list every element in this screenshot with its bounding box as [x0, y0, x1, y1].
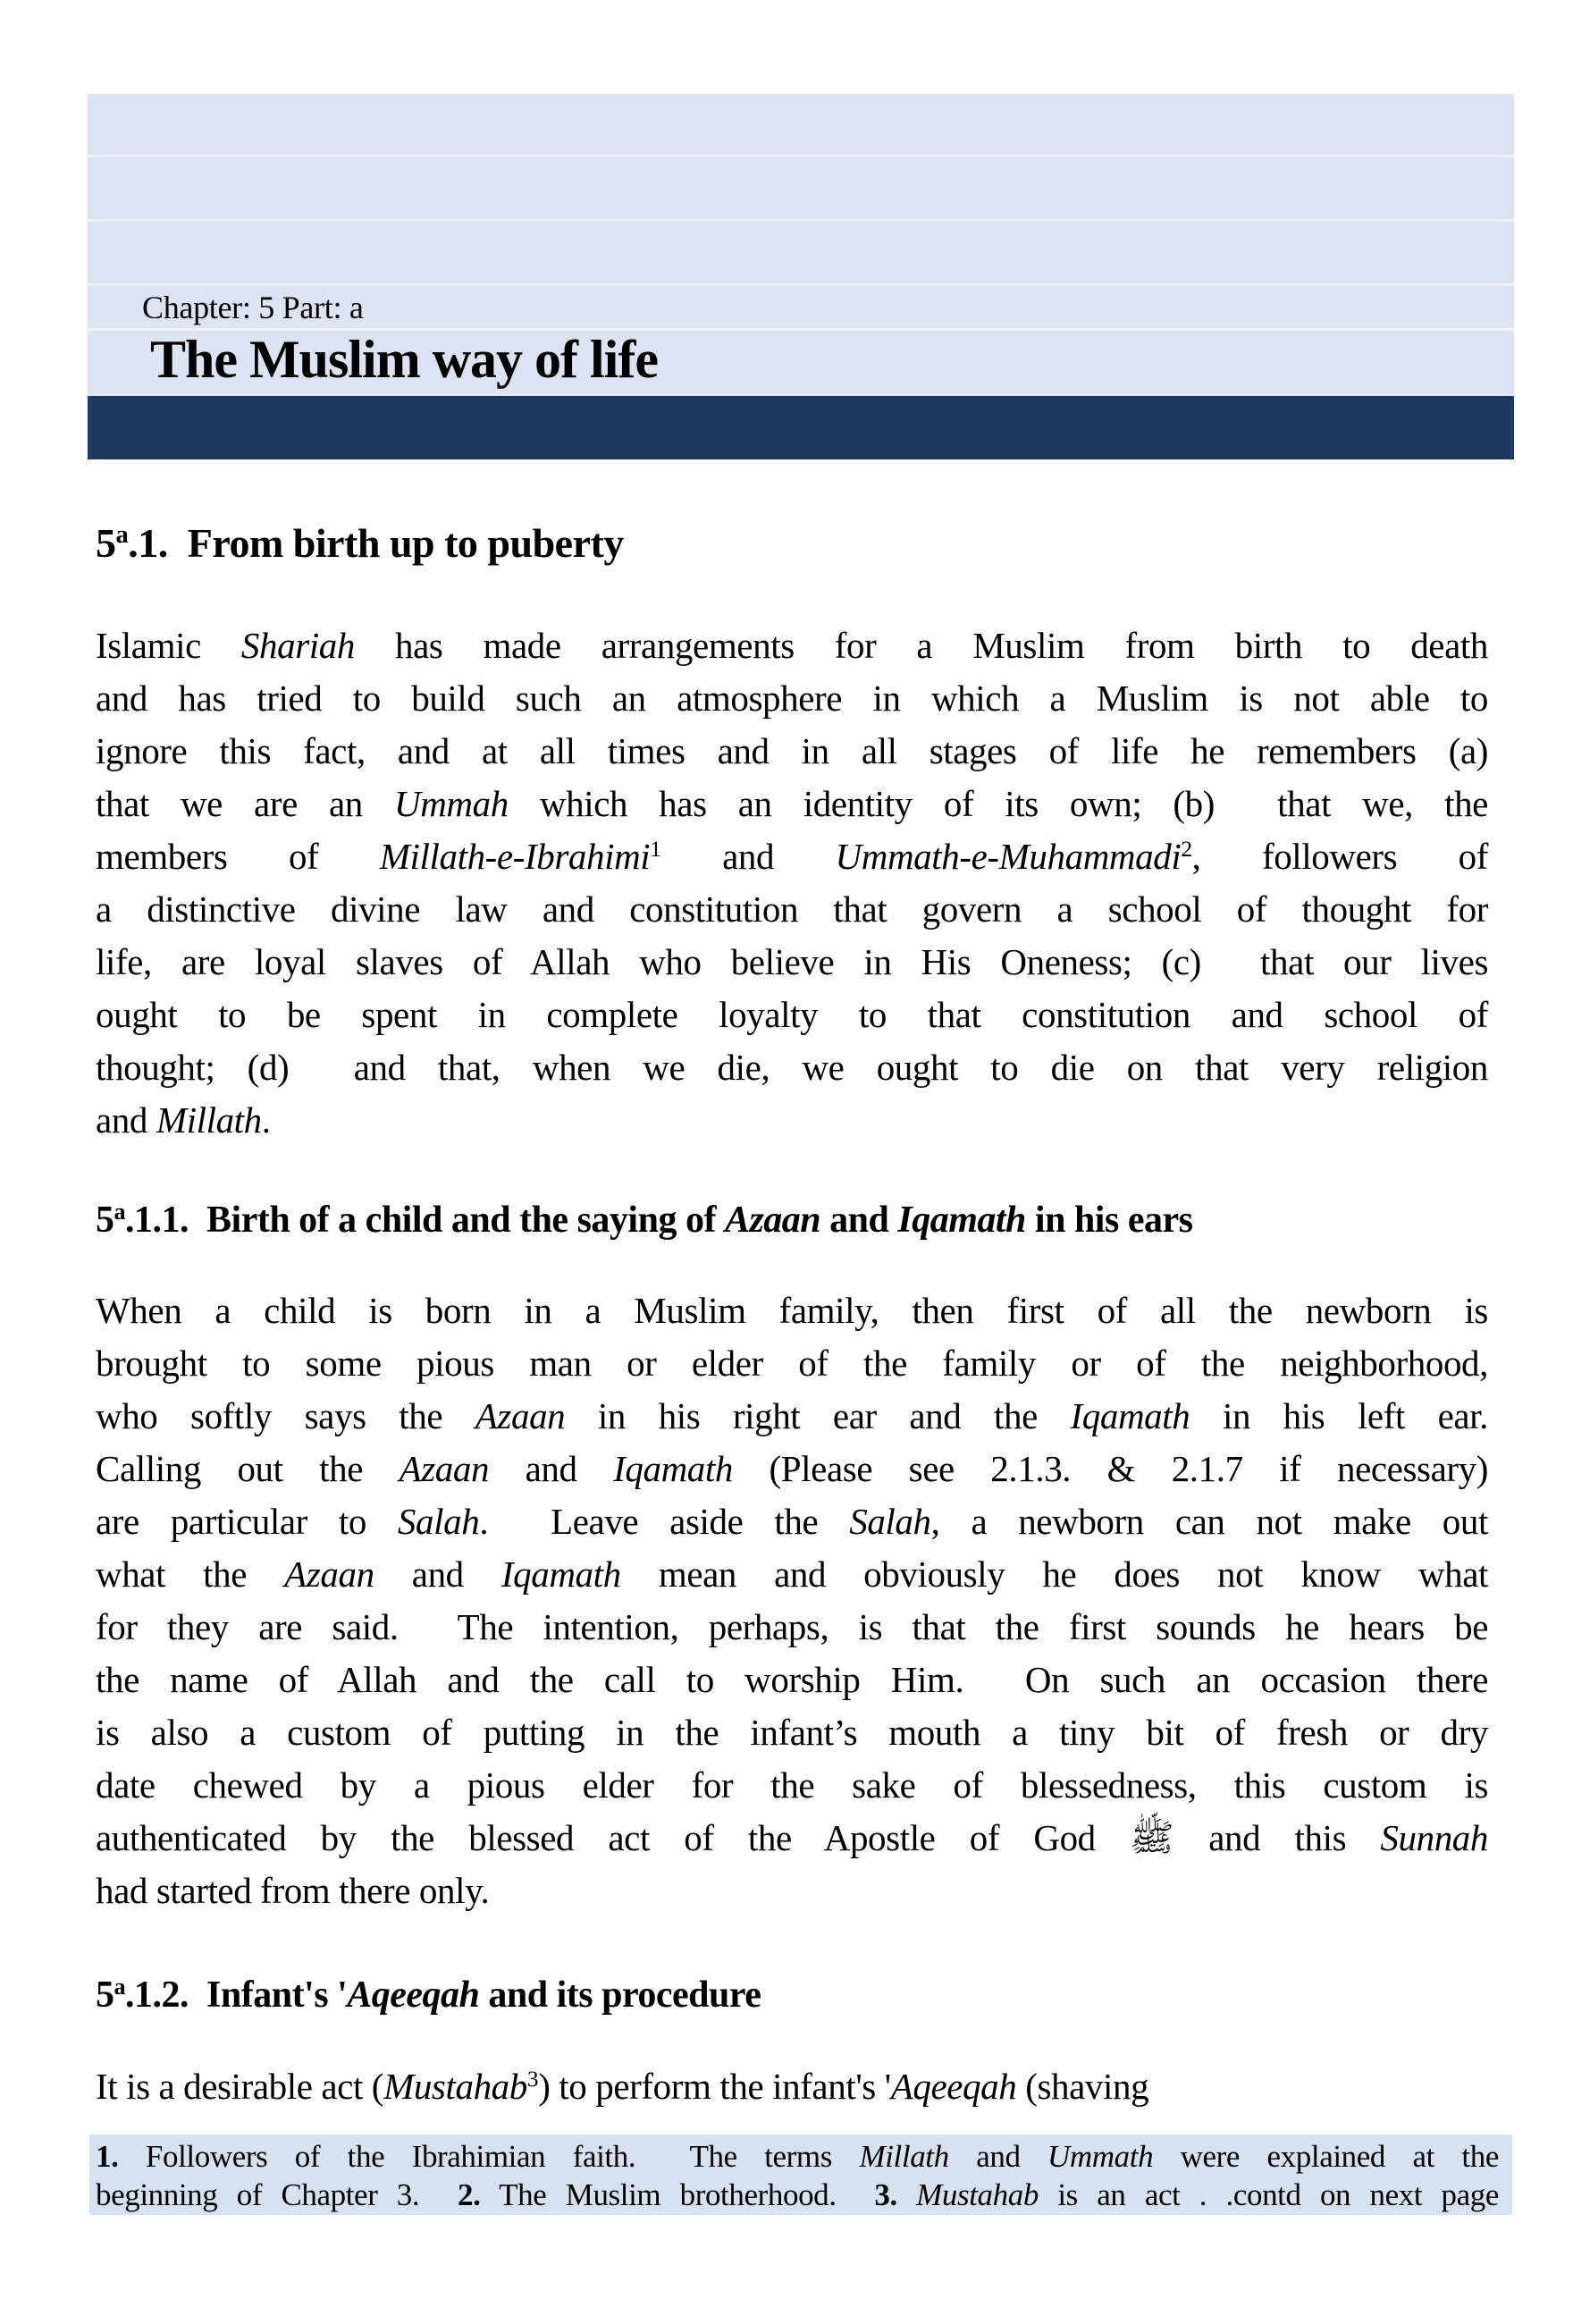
- text-line: [96, 778, 1488, 830]
- text-line: [96, 2137, 1499, 2176]
- text-segment: Azaan: [284, 1554, 374, 1595]
- text-segment: are particular to: [96, 1501, 398, 1542]
- text-segment: 1.: [96, 2139, 119, 2174]
- text-segment: which has an identity of its own; (b) that we, the: [508, 783, 1488, 824]
- text-segment: and: [96, 1099, 156, 1141]
- text-segment: ignore this fact, and at all times and in all stages of life he remembers (a): [96, 730, 1488, 771]
- header-band: [88, 94, 1514, 157]
- text-segment: in his left ear.: [1190, 1395, 1489, 1436]
- text-segment: , a newborn can not make out: [930, 1501, 1488, 1542]
- text-segment: Ummath: [1047, 2139, 1154, 2174]
- text-segment: It is a desirable act (: [96, 2066, 384, 2107]
- chapter-label: Chapter: 5 Part: a: [88, 286, 1514, 331]
- text-segment: Mustahab: [383, 2066, 527, 2107]
- text-segment: and its procedure: [479, 1975, 761, 2016]
- text-segment: Iqamath: [1070, 1395, 1190, 1436]
- text-segment: Followers of the Ibrahimian faith. The terms: [118, 2139, 860, 2174]
- text-segment: Azaan: [724, 1200, 821, 1241]
- text-segment: Iqamath: [613, 1448, 733, 1489]
- text-line: [96, 1094, 1488, 1147]
- text-segment: Millath: [859, 2139, 949, 2174]
- text-segment: and: [489, 1448, 614, 1489]
- text-segment: Azaan: [475, 1395, 566, 1436]
- text-segment: in his right ear and the: [565, 1395, 1071, 1436]
- text-segment: what the: [96, 1554, 285, 1595]
- text-segment: Ummah: [393, 783, 509, 824]
- text-segment: and: [374, 1554, 501, 1595]
- text-segment: (Please see 2.1.3. & 2.1.7 if necessary): [733, 1448, 1488, 1489]
- text-segment: ) to perform the infant's ': [538, 2066, 891, 2107]
- text-segment: , followers of: [1191, 836, 1489, 877]
- header-band: [88, 222, 1514, 286]
- text-line: [96, 1041, 1488, 1094]
- footnote-ref: a: [115, 521, 129, 550]
- text-segment: Mustahab: [916, 2177, 1039, 2212]
- text-segment: date chewed by a pious elder for the sake of blessedness, this custom is: [96, 1764, 1488, 1806]
- section-heading-5a1: [96, 517, 1488, 570]
- text-line: [96, 1390, 1488, 1443]
- text-line: [96, 672, 1488, 725]
- text-segment: brought to some pious man or elder of the family or of the neighborhood,: [96, 1343, 1488, 1384]
- text-segment: thought; (d) and that, when we die, we ought to die on that very religion: [96, 1047, 1488, 1088]
- paragraph-birth-azaan: [96, 1284, 1488, 1917]
- text-line: [96, 2176, 1499, 2214]
- text-segment: and: [660, 836, 836, 877]
- text-line: [96, 936, 1488, 989]
- text-segment: The Muslim brotherhood.: [480, 2177, 875, 2212]
- text-line: [96, 1284, 1488, 1337]
- text-segment: .: [261, 1099, 271, 1141]
- text-segment: and: [820, 1200, 898, 1241]
- text-segment: 5: [96, 520, 116, 566]
- text-line: [96, 1812, 1488, 1865]
- text-segment: had started from there only.: [96, 1870, 490, 1911]
- section-heading-5a12: [96, 1968, 1488, 2022]
- text-segment: the name of Allah and the call to worship Him. On such an occasion there: [96, 1659, 1488, 1700]
- text-segment: Calling out the: [96, 1448, 400, 1489]
- text-segment: ought to be spent in complete loyalty to that constitution and school of: [96, 994, 1488, 1035]
- text-segment: is also a custom of putting in the infant’s mouth a tiny bit of fresh or dry: [96, 1712, 1488, 1753]
- text-line: [96, 1337, 1488, 1390]
- text-segment: Aqeeqah: [347, 1975, 480, 2016]
- text-segment: . Leave aside the: [479, 1501, 850, 1542]
- text-line: [96, 1654, 1488, 1706]
- footnotes-block: [89, 2135, 1512, 2215]
- text-segment: that we are an: [96, 783, 394, 824]
- header-accent-bar: [88, 396, 1514, 459]
- text-line: [96, 1443, 1488, 1495]
- text-line: [96, 725, 1488, 778]
- text-segment: and has tried to build such an atmosphere in which a Muslim is not able to: [96, 678, 1488, 719]
- text-segment: beginning of Chapter 3.: [96, 2177, 458, 2212]
- text-segment: Salah: [397, 1501, 480, 1542]
- text-line: [96, 1495, 1488, 1548]
- text-segment: [897, 2177, 916, 2212]
- text-line: [96, 989, 1488, 1041]
- text-segment: and: [948, 2139, 1048, 2174]
- text-segment: 5: [96, 1975, 114, 2016]
- header-band: [88, 157, 1514, 222]
- chapter-header: [88, 94, 1514, 396]
- text-segment: authenticated by the blessed act of the Apostle of God ﷺ and this: [96, 1817, 1381, 1858]
- text-segment: .1.1. Birth of a child and the saying of: [125, 1200, 725, 1241]
- text-line: [96, 1706, 1488, 1759]
- page-title: The Muslim way of life: [150, 330, 658, 389]
- text-segment: for they are said. The intention, perhaps, is that the first sounds he hears be: [96, 1606, 1488, 1647]
- footnote-ref: 1: [650, 837, 661, 863]
- section-heading-5a11: [96, 1193, 1488, 1247]
- text-segment: Sunnah: [1380, 1817, 1488, 1858]
- text-segment: life, are loyal slaves of Allah who believe in His Oneness; (c) that our lives: [96, 941, 1488, 982]
- text-segment: .1. From birth up to puberty: [128, 520, 624, 566]
- text-line: [96, 2060, 1488, 2113]
- text-segment: 5: [96, 1200, 114, 1241]
- text-segment: Islamic: [96, 625, 241, 666]
- text-segment: When a child is born in a Muslim family, then first of all the newborn is: [96, 1290, 1488, 1331]
- text-segment: .1.2. Infant's ': [125, 1975, 348, 2016]
- text-segment: (shaving: [1016, 2066, 1149, 2107]
- text-segment: Azaan: [399, 1448, 490, 1489]
- text-segment: were explained at the: [1153, 2139, 1499, 2174]
- text-segment: Iqamath: [500, 1554, 621, 1595]
- text-segment: mean and obviously he does not know what: [620, 1554, 1489, 1595]
- text-line: [96, 883, 1488, 936]
- text-segment: a distinctive divine law and constitution that govern a school of thought for: [96, 888, 1488, 930]
- paragraph-intro: [96, 619, 1488, 1147]
- text-segment: 2.: [457, 2177, 481, 2212]
- text-segment: Ummath-e-Muhammadi: [835, 836, 1182, 877]
- text-line: [96, 619, 1488, 672]
- text-segment: is an act . .contd on next page: [1038, 2177, 1499, 2212]
- footnote-ref: a: [114, 1973, 126, 2000]
- text-segment: Salah: [849, 1501, 931, 1542]
- text-line: [96, 1548, 1488, 1601]
- text-line: [96, 830, 1488, 883]
- text-line: [96, 1759, 1488, 1812]
- text-segment: Shariah: [240, 625, 355, 666]
- footnote-ref: 3: [526, 2067, 539, 2092]
- text-line: [96, 1601, 1488, 1654]
- paragraph-aqeeqah: [96, 2060, 1488, 2113]
- footnote-ref: 2: [1181, 837, 1192, 863]
- text-segment: who softly says the: [96, 1395, 475, 1436]
- text-segment: Iqamath: [897, 1200, 1026, 1241]
- footnote-ref: a: [114, 1198, 126, 1225]
- text-segment: in his ears: [1025, 1200, 1193, 1241]
- text-segment: has made arrangements for a Muslim from birth to death: [354, 625, 1488, 666]
- text-segment: Millath: [156, 1099, 262, 1141]
- text-segment: 3.: [874, 2177, 897, 2212]
- text-segment: Aqeeqah: [890, 2066, 1017, 2107]
- text-segment: members of: [96, 836, 380, 877]
- text-segment: Millath-e-Ibrahimi: [379, 836, 651, 877]
- text-line: [96, 1865, 1488, 1917]
